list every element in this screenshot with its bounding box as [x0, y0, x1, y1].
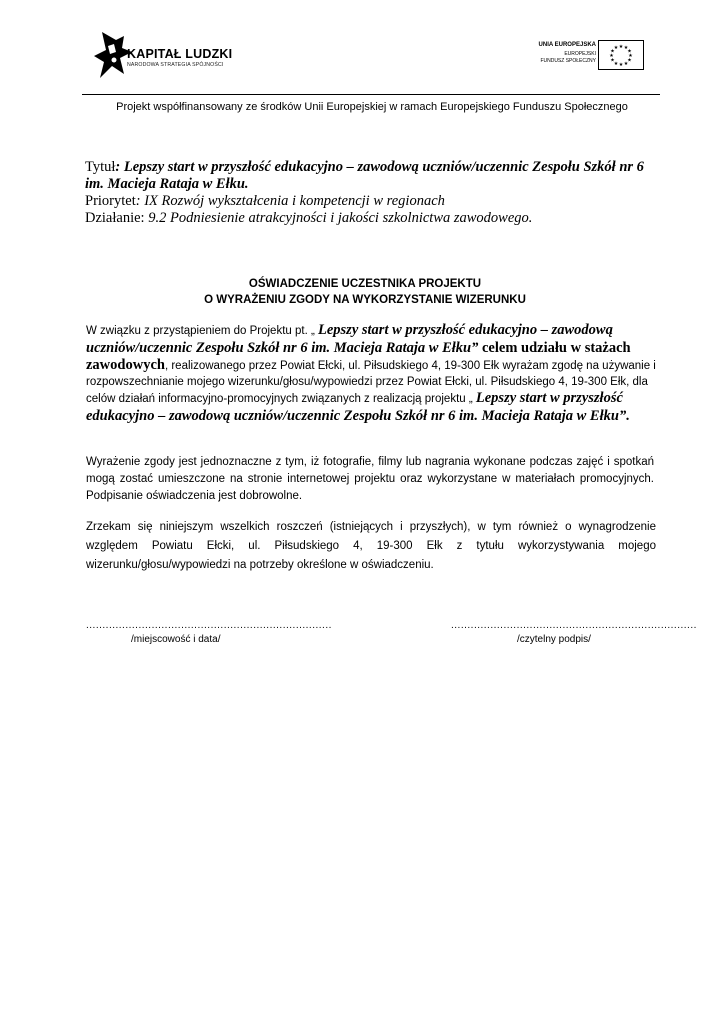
title-label: Tytuł [85, 159, 116, 175]
project-title [85, 159, 665, 193]
action-label: Działanie: [85, 210, 149, 226]
svg-text:★: ★ [618, 62, 624, 68]
svg-text:★: ★ [628, 53, 633, 59]
svg-text:★: ★ [609, 53, 614, 59]
svg-text:★: ★ [610, 48, 615, 55]
place-date-label: /miejscowość i data/ [131, 634, 221, 645]
eu-label-fund: FUNDUSZ SPOŁECZNY [540, 58, 596, 64]
p1-project-name-repeat: Lepszy start w przyszłość edukacyjno – zawodową uczniów/uczennic Zespołu Szkół nr 6 im. Macieja Rataja w Ełku”. [86, 390, 630, 424]
svg-text:★: ★ [613, 61, 619, 67]
svg-text:★: ★ [623, 61, 629, 67]
project-priority [85, 193, 665, 210]
title-value: : Lepszy start w przyszłość edukacyjno – zawodową uczniów/uczennic Zespołu Szkół nr 6 im. Macieja Rataja w Ełku. [85, 159, 644, 192]
heading-line-1: OŚWIADCZENIE UCZESTNIKA PROJEKTU [248, 278, 482, 290]
eu-flag-icon [598, 40, 644, 70]
svg-text:★: ★ [610, 57, 615, 64]
header-divider [82, 94, 660, 95]
logo-title: KAPITAŁ LUDZKI [127, 47, 233, 61]
svg-text:★: ★ [623, 45, 629, 51]
p1-purpose: celem udziału w stażach zawodowych [86, 339, 631, 373]
signature-label: /czytelny podpis/ [517, 634, 591, 645]
declaration-heading [85, 276, 645, 308]
priority-label: Priorytet [85, 193, 136, 209]
signature-line: ........................................................................... [451, 620, 697, 631]
action-value: 9.2 Podniesienie atrakcyjności i jakości szkolnictwa zawodowego. [148, 210, 533, 226]
eu-label-european: EUROPEJSKI [564, 51, 596, 57]
p1-details: , realizowanego przez Powiat Ełcki, ul. Piłsudskiego 4, 19-300 Ełk wyrażam zgodę na używanie i rozpowszechnianie mojego wizerunku/głosu/wypowiedzi przez Powiat Ełcki, ul. Piłsudskiego 4, 19-300 Ełk, dla celów działań informacyjno-promocyjnych związanych z realizacją projektu „ [86, 360, 656, 405]
logo-subtitle: NARODOWA STRATEGIA SPÓJNOŚCI [127, 62, 224, 68]
consent-scope-paragraph: Wyrażenie zgody jest jednoznaczne z tym, iż fotografie, filmy lub nagrania wykonane podczas zajęć i spotkań mogą zostać umieszczone na stronie internetowej projektu oraz wykorzystane w materiałach promocyjnych. Podpisanie oświadczenia jest dobrowolne. [86, 456, 654, 502]
cofinancing-note: Projekt współfinansowany ze środków Unii Europejskiej w ramach Europejskiego Funduszu Społecznego [116, 101, 628, 113]
eu-label-union: UNIA EUROPEJSKA [538, 42, 596, 48]
place-date-line: ........................................................................... [86, 620, 332, 631]
svg-text:★: ★ [627, 57, 632, 64]
p1-intro: W związku z przystąpieniem do Projektu pt. „ [86, 325, 318, 337]
project-info [85, 159, 665, 227]
svg-text:★: ★ [613, 45, 619, 51]
p1-project-name: Lepszy start w przyszłość edukacyjno – zawodową uczniów/uczennic Zespołu Szkół nr 6 im. Macieja Rataja w Ełku” [86, 322, 613, 356]
project-action [85, 210, 665, 227]
consent-paragraph [86, 322, 656, 425]
svg-text:★: ★ [618, 44, 624, 50]
waiver-paragraph: Zrzekam się niniejszym wszelkich roszczeń (istniejących i przyszłych), w tym również o wynagrodzenie względem Powiatu Ełcki, ul. Piłsudskiego 4, 19-300 Ełk z tytułu wykorzystywania mojego wizerunku/głosu/wypowiedzi na potrzeby określone w oświadczeniu. [86, 521, 656, 571]
priority-value: : IX Rozwój wykształcenia i kompetencji w regionach [135, 193, 445, 209]
heading-line-2: O WYRAŻENIU ZGODY NA WYKORZYSTANIE WIZERUNKU [204, 294, 526, 306]
svg-text:★: ★ [627, 48, 632, 55]
